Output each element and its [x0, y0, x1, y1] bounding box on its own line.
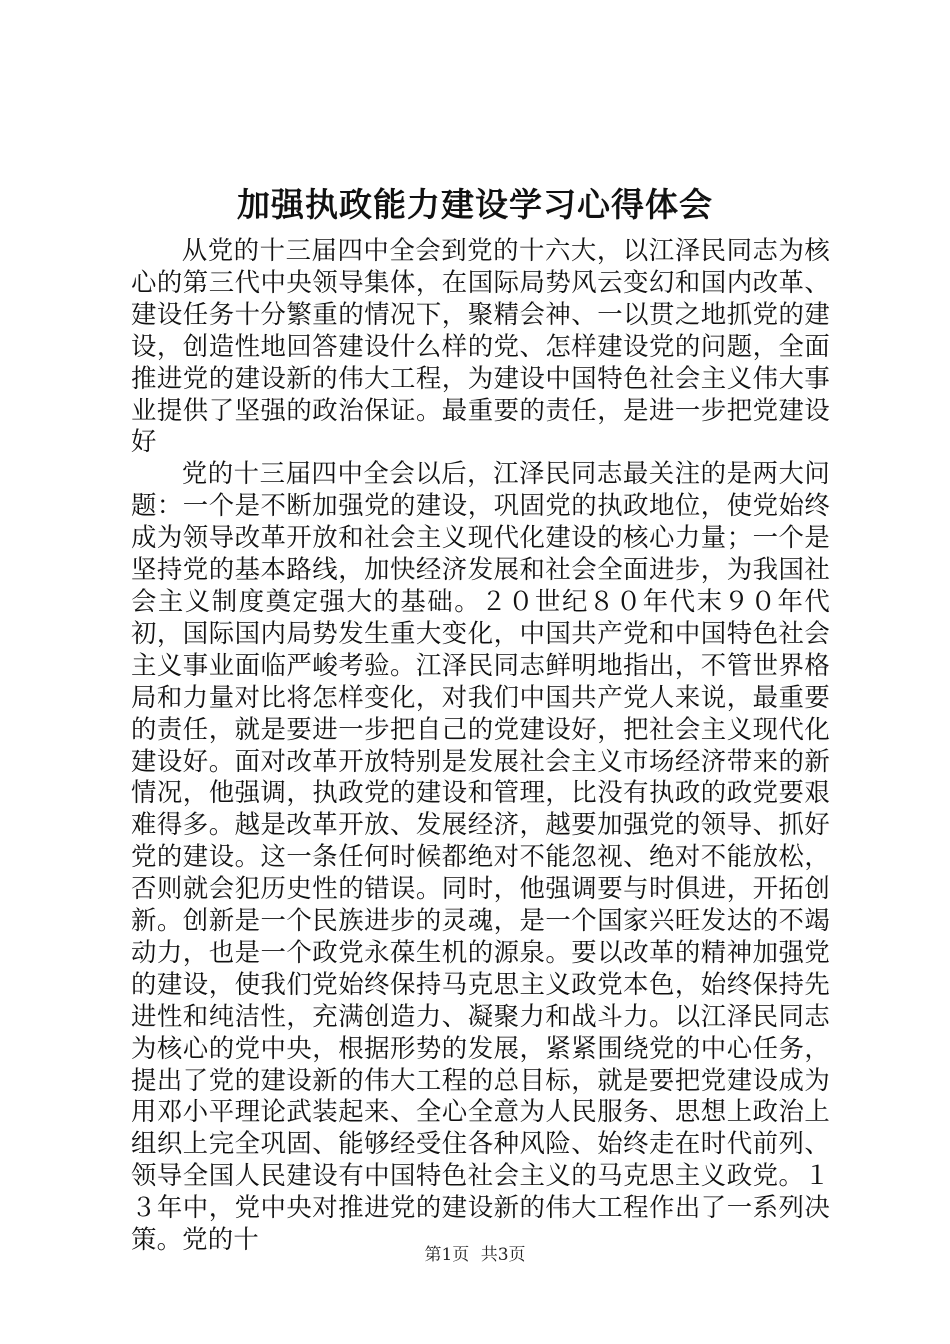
- page-footer: [0, 1244, 950, 1266]
- paragraph-1: 从党的十三届四中全会到党的十六大，以江泽民同志为核心的第三代中央领导集体，在国际局势风云变幻和国内改革、建设任务十分繁重的情况下，聚精会神、一以贯之地抓党的建设，创造性地回答建设什么样的党、怎样建设党的问题，全面推进党的建设新的伟大工程，为建设中国特色社会主义伟大事业提供了坚强的政治保证。最重要的责任，是进一步把党建设好: [131, 235, 830, 457]
- document-body: [131, 235, 830, 1256]
- document-title: 加强执政能力建设学习心得体会: [237, 185, 713, 224]
- page-number-total: 共3页: [480, 1245, 526, 1265]
- paragraph-2: 党的十三届四中全会以后，江泽民同志最关注的是两大问题：一个是不断加强党的建设，巩固党的执政地位，使党始终成为领导改革开放和社会主义现代化建设的核心力量；一个是坚持党的基本路线，加快经济发展和社会全面进步，为我国社会主义制度奠定强大的基础。２０世纪８０年代末９０年代初，国际国内局势发生重大变化，中国共产党和中国特色社会主义事业面临严峻考验。江泽民同志鲜明地指出，不管世界格局和力量对比将怎样变化，对我们中国共产党人来说，最重要的责任，就是要进一步把自己的党建设好，把社会主义现代化建设好。面对改革开放特别是发展社会主义市场经济带来的新情况，他强调，执政党的建设和管理，比没有执政的政党要艰难得多。越是改革开放、发展经济，越要加强党的领导、抓好党的建设。这一条任何时候都绝对不能忽视、绝对不能放松，否则就会犯历史性的错误。同时，他强调要与时俱进，开拓创新。创新是一个民族进步的灵魂，是一个国家兴旺发达的不竭动力，也是一个政党永葆生机的源泉。要以改革的精神加强党的建设，使我们党始终保持马克思主义政党本色，始终保持先进性和纯洁性，充满创造力、凝聚力和战斗力。以江泽民同志为核心的党中央，根据形势的发展，紧紧围绕党的中心任务，提出了党的建设新的伟大工程的总目标，就是要把党建设成为用邓小平理论武装起来、全心全意为人民服务、思想上政治上组织上完全巩固、能够经受住各种风险、始终走在时代前列、领导全国人民建设有中国特色社会主义的马克思主义政党。１３年中，党中央对推进党的建设新的伟大工程作出了一系列决策。党的十: [131, 458, 830, 1255]
- page-number-current: 第1页: [424, 1245, 470, 1265]
